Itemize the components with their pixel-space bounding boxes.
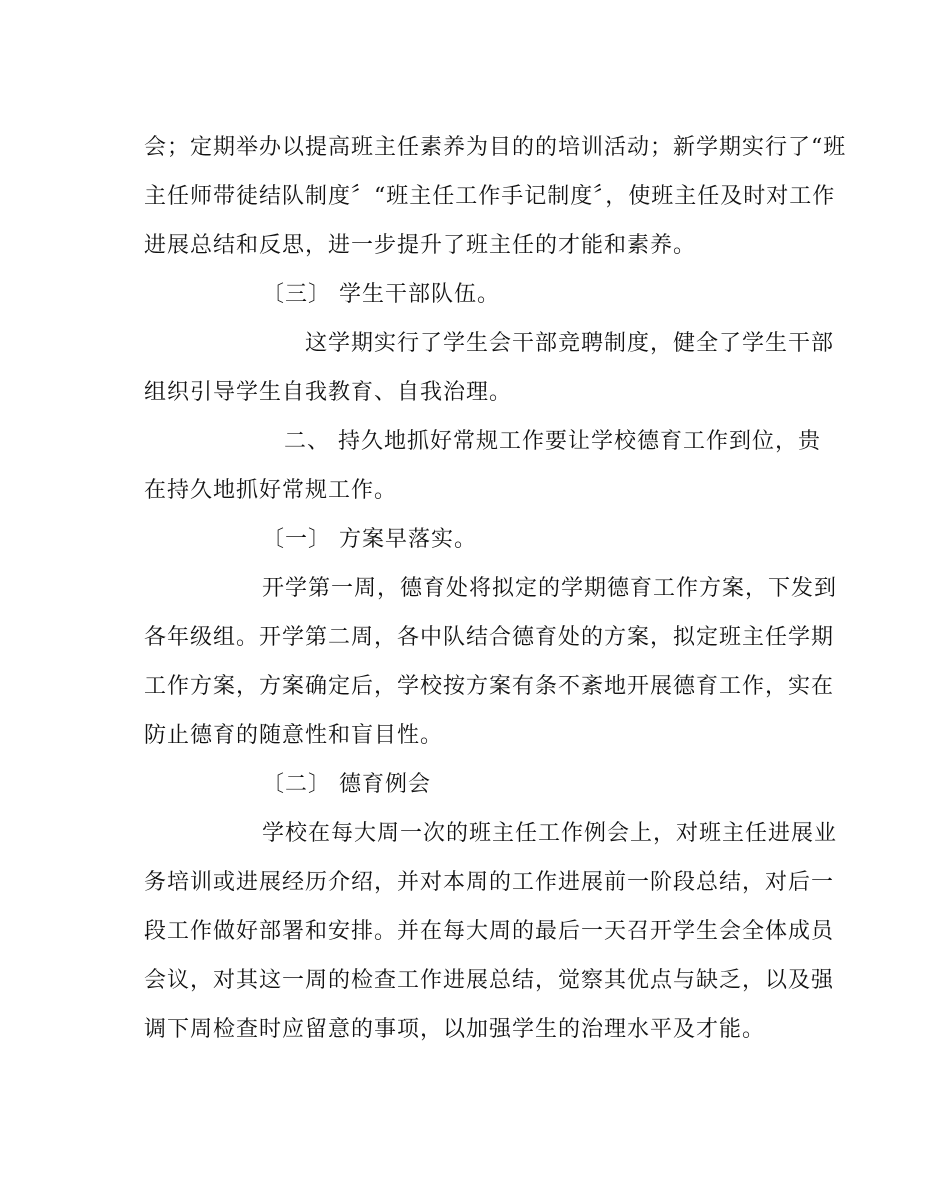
text-line: 防止德育的随意性和盲目性。 — [144, 723, 444, 748]
section-heading: 〔二〕 德育例会 — [262, 772, 431, 797]
text-line: 各年级组。开学第二周，各中队结合德育处的方案，拟定班主任学期 — [144, 625, 835, 650]
text-line: 工作方案，方案确定后，学校按方案有条不紊地开展德育工作，实在 — [144, 674, 835, 699]
section-heading: 二、 持久地抓好常规工作要让学校德育工作到位，贵 — [284, 429, 821, 454]
text-line: 调下周检查时应留意的事项，以加强学生的治理水平及才能。 — [144, 1017, 766, 1042]
section-heading: 〔一〕 方案早落实。 — [262, 527, 477, 552]
text-line: 这学期实行了学生会干部竞聘制度，健全了学生干部 — [305, 331, 835, 356]
text-line: 务培训或进展经历介绍，并对本周的工作进展前一阶段总结，对后一 — [144, 870, 835, 895]
text-line: 学校在每大周一次的班主任工作例会上，对班主任进展业 — [262, 821, 838, 846]
text-line: 会；定期举办以提高班主任素养为目的的培训活动；新学期实行了“班 — [144, 135, 847, 160]
text-line: 会议，对其这一周的检查工作进展总结，觉察其优点与缺乏，以及强 — [144, 968, 835, 993]
text-line: 主任师带徒结队制度〞“班主任工作手记制度〞，使班主任及时对工作 — [144, 184, 836, 209]
text-line: 进展总结和反思，进一步提升了班主任的才能和素养。 — [144, 233, 697, 258]
section-heading: 〔三〕 学生干部队伍。 — [262, 282, 500, 307]
text-line: 开学第一周，德育处将拟定的学期德育工作方案，下发到 — [262, 576, 838, 601]
text-line: 组织引导学生自我教育、自我治理。 — [144, 380, 513, 405]
text-line: 在持久地抓好常规工作。 — [144, 478, 398, 503]
text-line: 段工作做好部署和安排。并在每大周的最后一天召开学生会全体成员 — [144, 919, 835, 944]
